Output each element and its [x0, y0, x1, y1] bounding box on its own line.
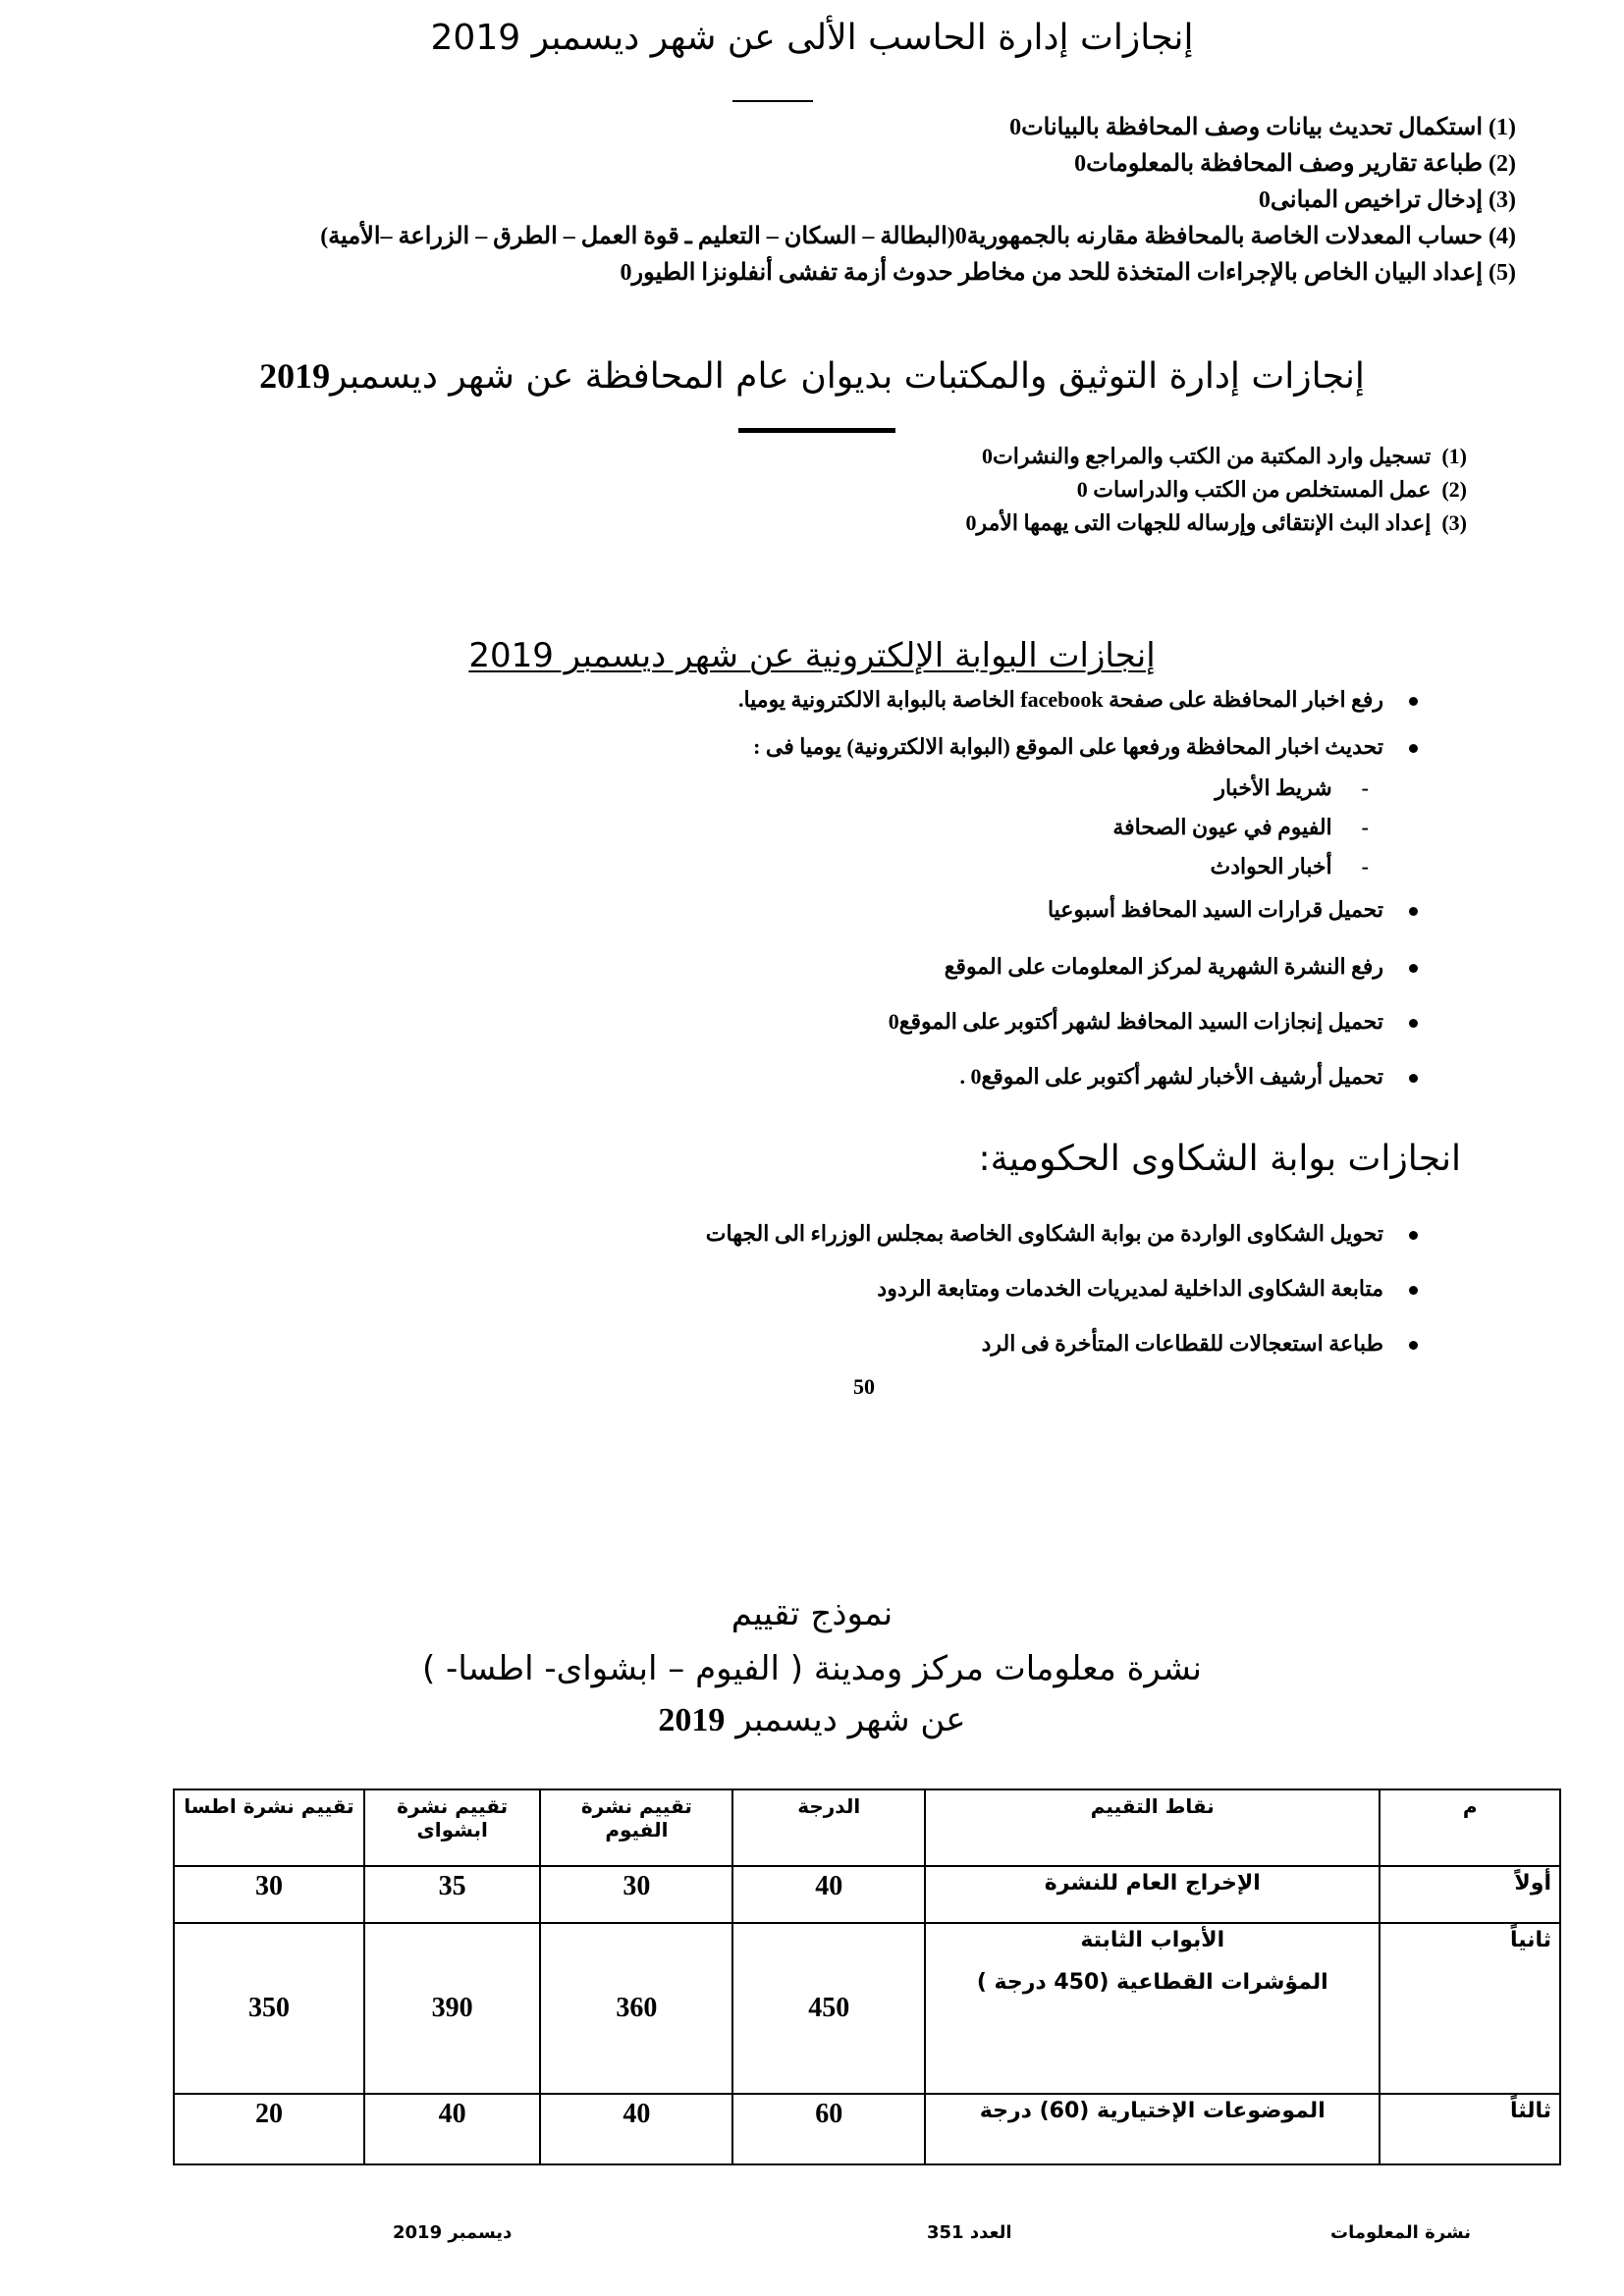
footer-issue: العدد 351	[927, 2222, 1012, 2243]
row-score: 40	[732, 1866, 925, 1923]
bullet-item	[141, 734, 1418, 760]
table-row	[174, 2094, 1560, 2164]
bullet-text: تحميل إنجازات السيد المحافظ لشهر أكتوبر على الموقع0	[888, 1009, 1383, 1034]
computer-achievements-list	[43, 110, 1516, 292]
title-text: إنجازات البوابة الإلكترونية عن شهر ديسمبر 2019	[468, 636, 1156, 675]
item-text: عمل المستخلص من الكتب والدراسات 0	[1076, 477, 1432, 502]
sub-item-text: أخبار الحوادث	[1210, 854, 1332, 879]
list-item	[43, 146, 1516, 183]
item-number: (3)	[1441, 510, 1467, 535]
row-score: 450	[732, 1923, 925, 2094]
item-number: (1)	[1489, 115, 1516, 140]
row-ibshway: 35	[364, 1866, 541, 1923]
item-text: إدخال تراخيص المبانى0	[1258, 187, 1483, 213]
list-item	[43, 255, 1516, 292]
bullet-icon	[1409, 697, 1418, 706]
bullet-text: تحويل الشكاوى الواردة من بوابة الشكاوى الخاصة بمجلس الوزراء الى الجهات	[705, 1221, 1383, 1246]
dash-icon: -	[1361, 854, 1369, 879]
section-documentation-title	[0, 355, 1624, 397]
bullet-text: تحميل أرشيف الأخبار لشهر أكتوبر على الموقع0 .	[959, 1064, 1383, 1089]
row-criteria: الموضوعات الإختيارية (60) درجة	[925, 2094, 1380, 2164]
period-year: 2019	[658, 1702, 726, 1738]
list-item	[92, 440, 1467, 473]
bullet-item	[141, 1276, 1418, 1302]
list-item	[92, 507, 1467, 540]
row-fayoum: 40	[540, 2094, 732, 2164]
table-row	[174, 1923, 1560, 2094]
section-portal-title	[0, 636, 1624, 675]
row-score: 60	[732, 2094, 925, 2164]
row-ibshway: 390	[364, 1923, 541, 2094]
bullet-text: متابعة الشكاوى الداخلية لمديريات الخدمات ومتابعة الردود	[877, 1276, 1383, 1301]
item-number: (1)	[1441, 444, 1467, 468]
item-number: (2)	[1489, 151, 1516, 177]
bullet-item	[141, 1009, 1418, 1035]
row-itsa: 20	[174, 2094, 364, 2164]
item-number: (2)	[1441, 477, 1467, 502]
bullet-icon	[1409, 1019, 1418, 1028]
sub-item	[387, 854, 1369, 880]
item-text: استكمال تحديث بيانات وصف المحافظة بالبيانات0	[1009, 115, 1483, 140]
row-label: أولاً	[1380, 1866, 1560, 1923]
table-row	[174, 1866, 1560, 1923]
item-text: إعداد البث الإنتقائى وإرساله للجهات التى يهمها الأمر0	[965, 510, 1432, 535]
dash-icon: -	[1361, 815, 1369, 839]
evaluation-title: نموذج تقييم	[731, 1594, 893, 1633]
bullet-icon	[1409, 744, 1418, 753]
title-underline	[738, 428, 895, 433]
bullet-text: رفع النشرة الشهرية لمركز المعلومات على الموقع	[944, 954, 1383, 979]
header-index: م	[1380, 1789, 1560, 1866]
evaluation-subtitle: نشرة معلومات مركز ومدينة ( الفيوم – ابشواى- اطسا- )	[421, 1649, 1202, 1688]
item-number: (4)	[1489, 224, 1516, 249]
bullet-item	[141, 954, 1418, 980]
title-text: إنجازات إدارة التوثيق والمكتبات بديوان عام المحافظة عن شهر ديسمبر	[330, 356, 1365, 397]
bullet-icon	[1409, 1231, 1418, 1240]
list-item	[43, 219, 1516, 255]
row-fayoum: 30	[540, 1866, 732, 1923]
list-item	[43, 183, 1516, 219]
bullet-text: تحديث اخبار المحافظة ورفعها على الموقع (البوابة الالكترونية) يوميا فى :	[753, 734, 1383, 759]
row-criteria	[925, 1923, 1380, 2094]
bullet-item	[141, 1331, 1418, 1357]
item-text: حساب المعدلات الخاصة بالمحافظة مقارنه بالجمهورية0(البطالة – السكان – التعليم ـ قوة العمل – الطرق – الزراعة –الأمية)	[320, 224, 1483, 249]
header-fayoum: تقييم نشرة الفيوم	[540, 1789, 732, 1866]
criteria-line: الأبواب الثابتة	[1080, 1928, 1225, 1952]
bullet-text: رفع اخبار المحافظة على صفحة facebook الخاصة بالبوابة الالكترونية يوميا.	[737, 687, 1383, 712]
title-year: 2019	[259, 356, 331, 396]
header-score: الدرجة	[732, 1789, 925, 1866]
period-text: عن شهر ديسمبر	[735, 1700, 966, 1739]
bullet-text: تحميل قرارات السيد المحافظ أسبوعيا	[1047, 897, 1383, 922]
row-criteria: الإخراج العام للنشرة	[925, 1866, 1380, 1923]
list-item	[92, 473, 1467, 507]
documentation-achievements-list	[92, 440, 1467, 540]
footer-date: ديسمبر 2019	[393, 2222, 513, 2243]
item-text: طباعة تقارير وصف المحافظة بالمعلومات0	[1074, 151, 1483, 177]
evaluation-period	[0, 1700, 1624, 1739]
row-label: ثانياً	[1380, 1923, 1560, 2094]
table-header-row	[174, 1789, 1560, 1866]
header-ibshway: تقييم نشرة ابشواى	[364, 1789, 541, 1866]
bullet-text: طباعة استعجالات للقطاعات المتأخرة فى الرد	[981, 1331, 1383, 1356]
section-complaints-title: انجازات بوابة الشكاوى الحكومية:	[978, 1139, 1461, 1179]
row-itsa: 350	[174, 1923, 364, 2094]
header-itsa: تقييم نشرة اطسا	[174, 1789, 364, 1866]
bullet-item	[141, 687, 1418, 713]
bullet-icon	[1409, 1286, 1418, 1295]
bullet-item	[141, 1221, 1418, 1247]
criteria-line: المؤشرات القطاعية (450 درجة )	[976, 1970, 1328, 1995]
bullet-icon	[1409, 1341, 1418, 1350]
row-label: ثالثاً	[1380, 2094, 1560, 2164]
row-ibshway: 40	[364, 2094, 541, 2164]
evaluation-table	[173, 1789, 1561, 2165]
section-computer-title: إنجازات إدارة الحاسب الألى عن شهر ديسمبر 2019	[430, 18, 1194, 58]
title-underline	[732, 100, 813, 102]
bullet-item	[141, 1064, 1418, 1090]
sub-item	[387, 775, 1369, 801]
sub-item	[387, 815, 1369, 840]
item-number: (3)	[1489, 187, 1516, 213]
header-criteria: نقاط التقييم	[925, 1789, 1380, 1866]
page-number: 50	[853, 1374, 875, 1399]
bullet-icon	[1409, 964, 1418, 973]
bullet-icon	[1409, 907, 1418, 916]
item-text: تسجيل وارد المكتبة من الكتب والمراجع والنشرات0	[982, 444, 1432, 468]
item-number: (5)	[1489, 260, 1516, 286]
bullet-item	[141, 897, 1418, 923]
sub-item-text: شريط الأخبار	[1215, 775, 1332, 800]
row-itsa: 30	[174, 1866, 364, 1923]
list-item	[43, 110, 1516, 146]
bullet-icon	[1409, 1074, 1418, 1083]
row-fayoum: 360	[540, 1923, 732, 2094]
sub-item-text: الفيوم في عيون الصحافة	[1112, 815, 1332, 839]
dash-icon: -	[1361, 775, 1369, 800]
item-text: إعداد البيان الخاص بالإجراءات المتخذة للحد من مخاطر حدوث أزمة تفشى أنفلونزا الطيور0	[620, 260, 1483, 286]
footer-publication: نشرة المعلومات	[1330, 2222, 1471, 2243]
